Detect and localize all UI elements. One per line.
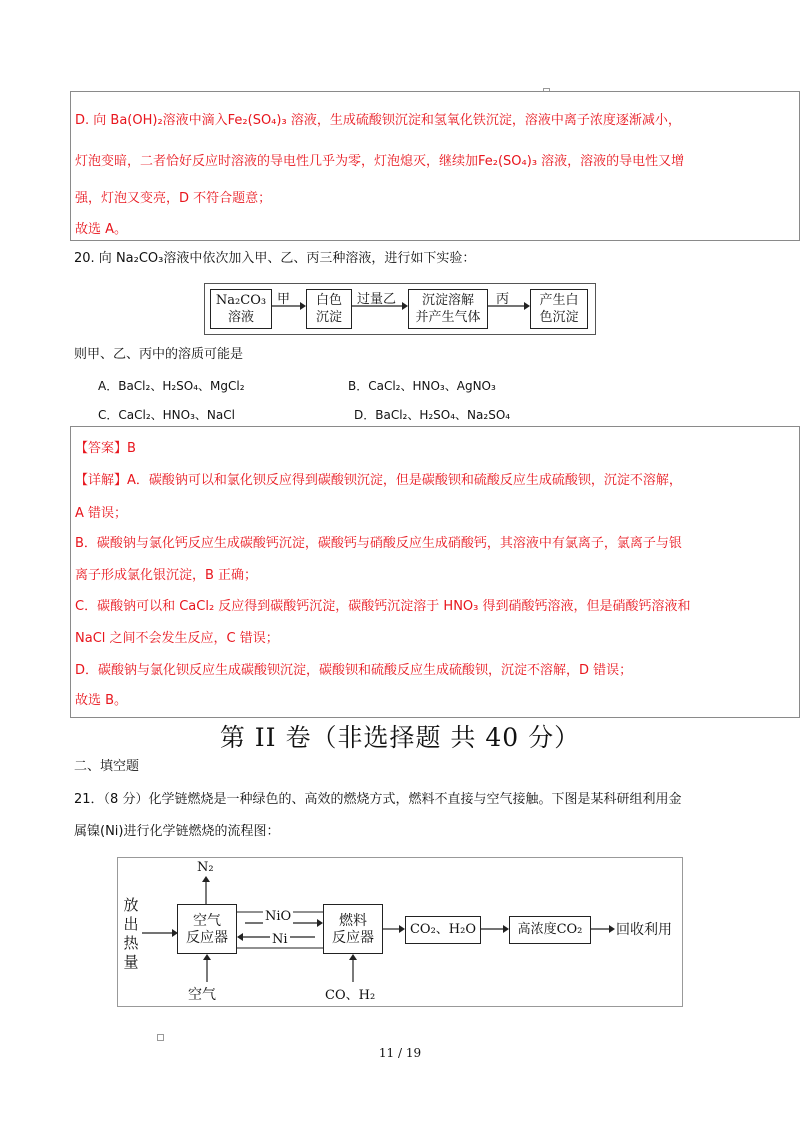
q20-flow-diagram — [204, 283, 596, 335]
nio-label: NiO — [265, 909, 292, 924]
q19-explanation-box — [70, 91, 800, 241]
heat-release-label — [121, 896, 141, 972]
co-h2-label: CO、H₂ — [325, 988, 376, 1003]
q21-flow-diagram — [117, 857, 683, 1007]
section-part: 二、填空题 — [74, 759, 140, 774]
q20-answer-box — [70, 426, 800, 718]
q20-question: 则甲、乙、丙中的溶质可能是 — [74, 347, 244, 362]
air-reactor — [177, 904, 237, 954]
q20-option-a: A．BaCl₂、H₂SO₄、MgCl₂ — [98, 379, 245, 393]
flow-arrow-2-label: 过量乙 — [357, 292, 397, 307]
air-label: 空气 — [188, 987, 216, 1003]
air-arrow — [201, 954, 213, 982]
page-number: 11 / 19 — [378, 1046, 422, 1060]
q20-explain-3: B．碳酸钠与氯化钙反应生成碳酸钙沉淀，碳酸钙与硝酸反应生成硝酸钙，其溶液中有氯离子，氯离子与银 — [75, 536, 682, 551]
q20-answer: 【答案】B — [75, 441, 136, 456]
flow-arrow-1-label: 甲 — [277, 292, 291, 307]
q20-option-b: B．CaCl₂、HNO₃、AgNO₃ — [348, 379, 496, 393]
q21-line-2: 属镍(Ni)进行化学链燃烧的流程图： — [74, 824, 280, 839]
q20-option-c: C．CaCl₂、HNO₃、NaCl — [98, 408, 235, 422]
flow-arrow-2 — [352, 300, 408, 312]
co2-h2o-box — [405, 916, 481, 944]
flow-node-white-precipitate-2 — [530, 289, 588, 329]
n2-arrow — [200, 876, 212, 904]
flow-arrow-3 — [488, 300, 530, 312]
flow-node-4-line2: 色沉淀 — [539, 310, 579, 325]
heat-char-3: 热 — [123, 934, 139, 952]
q20-explain-4: 离子形成氯化银沉淀，B 正确； — [75, 568, 258, 583]
high-co2-box — [509, 916, 591, 944]
flow-arrow-3-label: 丙 — [496, 292, 510, 307]
page-mark-bottom — [157, 1034, 164, 1041]
q20-explain-8: 故选 B。 — [75, 693, 128, 708]
heat-arrow — [142, 927, 178, 939]
q20-explain-6: NaCl 之间不会发生反应，C 错误； — [75, 631, 279, 646]
air-reactor-line1: 空气 — [193, 913, 221, 929]
flow-node-na2co3 — [210, 289, 272, 329]
ni-label: Ni — [272, 932, 288, 947]
q20-stem: 20. 向 Na₂CO₃溶液中依次加入甲、乙、丙三种溶液，进行如下实验： — [74, 251, 476, 266]
flow-node-2-line1: 白色 — [315, 293, 342, 308]
fuel-reactor — [323, 904, 383, 954]
flow-node-dissolve-gas — [408, 289, 488, 329]
q20-option-d: D．BaCl₂、H₂SO₄、Na₂SO₄ — [354, 408, 511, 422]
q20-explain-2: A 错误； — [75, 506, 128, 521]
co2-to-high-arrow — [481, 923, 509, 935]
heat-char-1: 放 — [123, 896, 139, 914]
flow-node-na2co3-line1: Na₂CO₃ — [215, 293, 267, 308]
fuel-to-co2-arrow — [383, 923, 405, 935]
recycle-label: 回收利用 — [616, 922, 672, 938]
q21-line-1: 21．（8 分）化学链燃烧是一种绿色的、高效的燃烧方式，燃料不直接与空气接触。下图是某科研组利用金 — [74, 792, 682, 807]
flow-node-4-line1: 产生白 — [539, 293, 579, 308]
flow-node-3-line2: 并产生气体 — [415, 310, 481, 325]
fuel-reactor-line2: 反应器 — [332, 930, 374, 946]
high-co2-label: 高浓度CO₂ — [517, 922, 583, 937]
fuel-input-arrow — [347, 954, 359, 982]
section-title: 第 II 卷（非选择题 共 40 分） — [219, 723, 581, 752]
q19-line-3: 强，灯泡又变亮，D 不符合题意； — [75, 191, 272, 206]
flow-node-3-line1: 沉淀溶解 — [421, 293, 474, 308]
air-reactor-line2: 反应器 — [186, 930, 228, 946]
q20-explain-5: C．碳酸钠可以和 CaCl₂ 反应得到碳酸钙沉淀，碳酸钙沉淀溶于 HNO₃ 得到硝酸钙溶液，但是硝酸钙溶液和 — [75, 599, 691, 614]
q19-line-4: 故选 A。 — [75, 222, 128, 237]
co2-h2o-label: CO₂、H₂O — [409, 922, 477, 937]
heat-char-4: 量 — [123, 953, 139, 971]
q20-explain-1: 【详解】A．碳酸钠可以和氯化钡反应得到碳酸钡沉淀，但是碳酸钡和硫酸反应生成硫酸钡，沉淀不溶解， — [75, 473, 682, 488]
heat-char-2: 出 — [123, 915, 139, 933]
flow-node-2-line2: 沉淀 — [315, 310, 342, 325]
high-to-recycle-arrow — [591, 923, 615, 935]
flow-node-white-precipitate — [306, 289, 352, 329]
flow-arrow-1 — [272, 300, 306, 312]
q20-explain-7: D．碳酸钠与氯化钡反应生成碳酸钡沉淀，碳酸钡和硫酸反应生成硫酸钡，沉淀不溶解，D 错误； — [75, 663, 633, 678]
n2-label: N₂ — [197, 860, 214, 875]
q19-line-2: 灯泡变暗，二者恰好反应时溶液的导电性几乎为零，灯泡熄灭，继续加Fe₂(SO₄)₃ 溶液，溶液的导电性又增 — [75, 154, 685, 169]
q19-line-1: D. 向 Ba(OH)₂溶液中滴入Fe₂(SO₄)₃ 溶液，生成硫酸钡沉淀和氢氧化铁沉淀，溶液中离子浓度逐渐减小， — [75, 113, 681, 128]
flow-node-na2co3-line2: 溶液 — [227, 310, 254, 325]
fuel-reactor-line1: 燃料 — [339, 913, 367, 929]
